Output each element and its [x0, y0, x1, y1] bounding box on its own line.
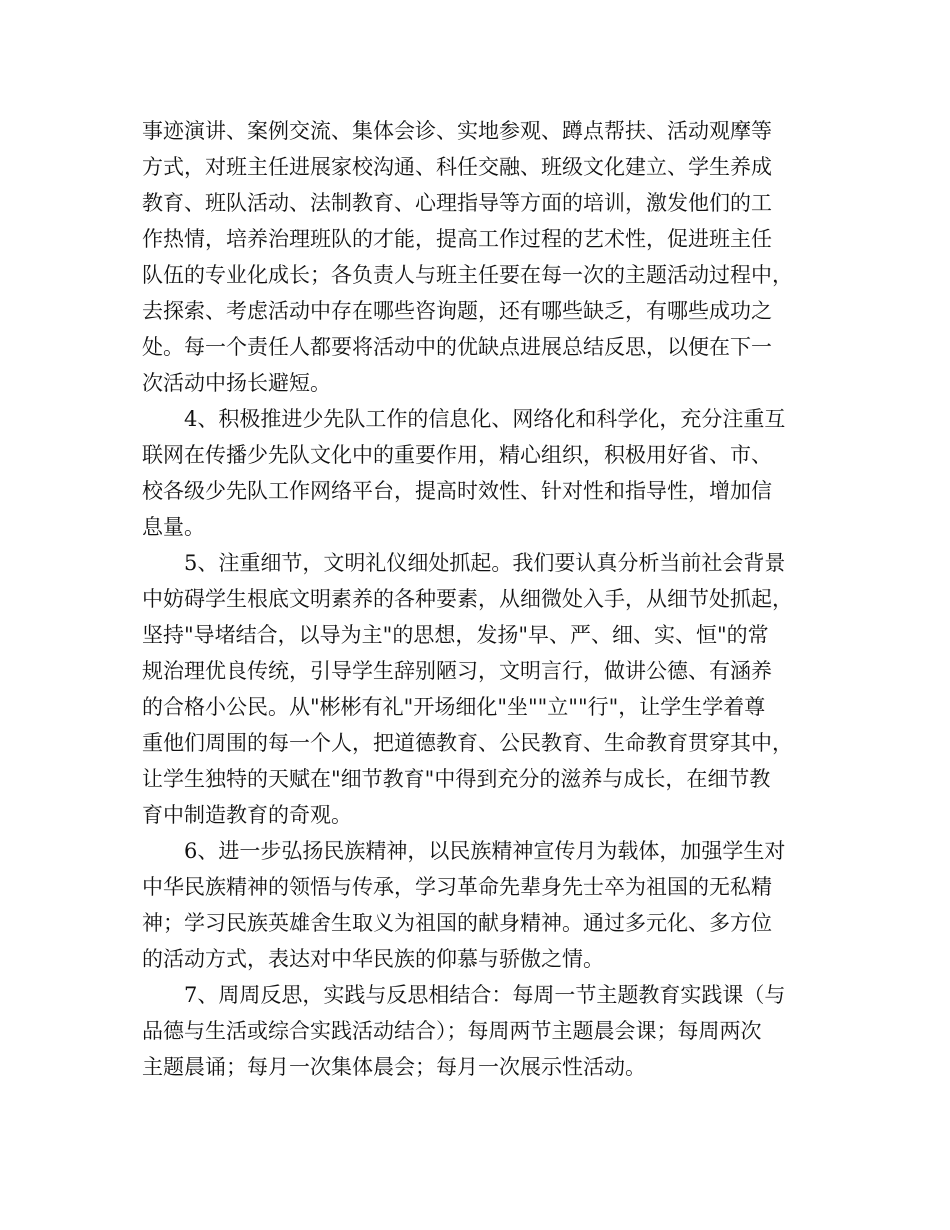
text-line: 队伍的专业化成长；各负责人与班主任要在每一次的主题活动过程中， — [142, 263, 793, 287]
paragraph-5-first-line: 5、注重细节，文明礼仪细处抓起。我们要认真分析当前社会背景 — [184, 551, 786, 575]
text-line: 主题晨诵；每月一次集体晨会；每月一次展示性活动。 — [142, 1055, 646, 1079]
paragraph-7-first-line: 7、周周反思，实践与反思相结合：每周一节主题教育实践课（与 — [184, 983, 786, 1007]
paragraph-4-first-line: 4、积极推进少先队工作的信息化、网络化和科学化，充分注重互 — [184, 407, 786, 431]
text-line: 联网在传播少先队文化中的重要作用，精心组织，积极用好省、市、 — [142, 443, 772, 467]
text-line: 息量。 — [142, 515, 205, 539]
text-line: 坚持"导堵结合，以导为主"的思想，发扬"早、严、细、实、恒"的常 — [142, 623, 769, 647]
document-body — [142, 113, 822, 1085]
text-line: 事迹演讲、案例交流、集体会诊、实地参观、蹲点帮扶、活动观摩等 — [142, 119, 772, 143]
text-line: 方式，对班主任进展家校沟通、科任交融、班级文化建立、学生养成 — [142, 155, 772, 179]
text-line: 重他们周围的每一个人，把道德教育、公民教育、生命教育贯穿其中， — [142, 731, 793, 755]
text-line: 处。每一个责任人都要将活动中的优缺点进展总结反思，以便在下一 — [142, 335, 772, 359]
text-line: 规治理优良传统，引导学生辞别陋习，文明言行，做讲公德、有涵养 — [142, 659, 772, 683]
text-line: 的合格小公民。从"彬彬有礼"开场细化"坐""立""行"，让学生学着尊 — [142, 695, 766, 719]
text-line: 育中制造教育的奇观。 — [142, 803, 352, 827]
text-line: 让学生独特的天赋在"细节教育"中得到充分的滋养与成长，在细节教 — [142, 767, 771, 791]
text-line: 中妨碍学生根底文明素养的各种要素，从细微处入手，从细节处抓起， — [142, 587, 793, 611]
text-line: 次活动中扬长避短。 — [142, 371, 331, 395]
text-line: 校各级少先队工作网络平台，提高时效性、针对性和指导性，增加信 — [142, 479, 772, 503]
text-line: 中华民族精神的领悟与传承，学习革命先辈身先士卒为祖国的无私精 — [142, 875, 772, 899]
text-line: 去探索、考虑活动中存在哪些咨询题，还有哪些缺乏，有哪些成功之 — [142, 299, 772, 323]
text-line: 作热情，培养治理班队的才能，提高工作过程的艺术性，促进班主任 — [142, 227, 772, 251]
text-line: 神；学习民族英雄舍生取义为祖国的献身精神。通过多元化、多方位 — [142, 911, 772, 935]
text-line: 品德与生活或综合实践活动结合）；每周两节主题晨会课；每周两次 — [142, 1019, 762, 1043]
paragraph-6-first-line: 6、进一步弘扬民族精神，以民族精神宣传月为载体，加强学生对 — [184, 839, 786, 863]
text-line: 教育、班队活动、法制教育、心理指导等方面的培训，激发他们的工 — [142, 191, 772, 215]
text-line: 的活动方式，表达对中华民族的仰慕与骄傲之情。 — [142, 947, 604, 971]
